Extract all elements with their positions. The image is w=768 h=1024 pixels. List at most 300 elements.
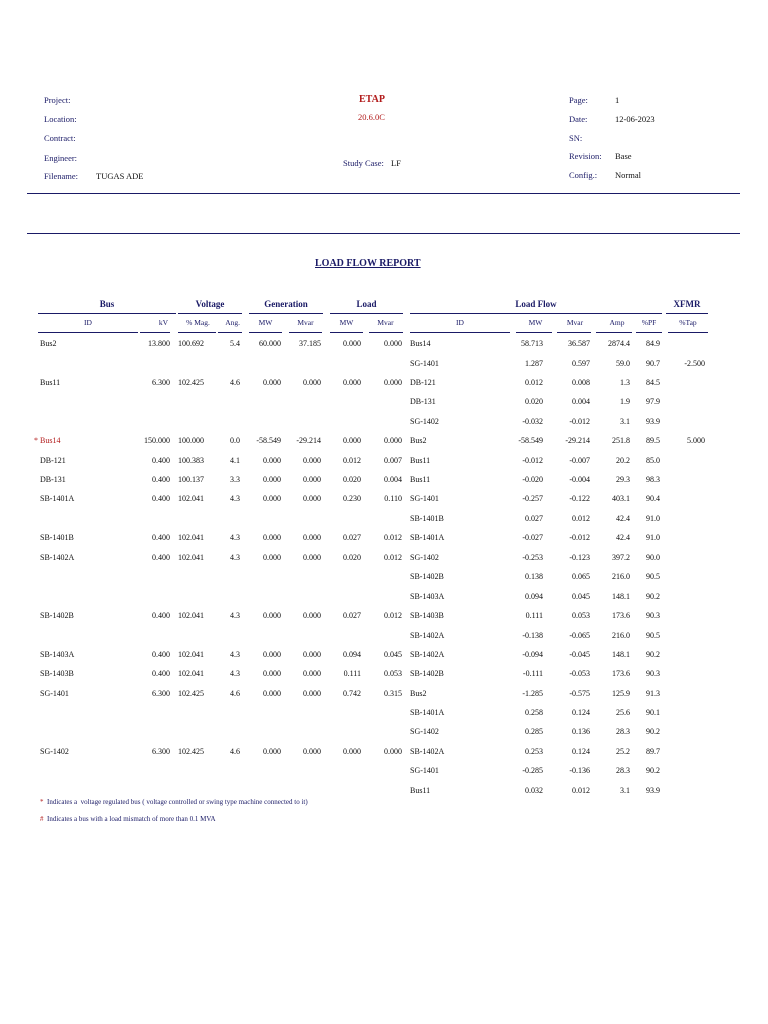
cell-load-mw: 0.094 — [343, 650, 361, 659]
cell-pf: 89.7 — [646, 747, 660, 756]
cell-load-mvar: 0.004 — [384, 475, 402, 484]
group-voltage-underline — [178, 313, 242, 314]
cell-lf-mw: 0.258 — [525, 708, 543, 717]
group-load-flow: Load Flow — [515, 299, 557, 309]
cell-pf: 84.9 — [646, 339, 660, 348]
sub-header-mag: % Mag. — [186, 318, 210, 327]
cell-amp: 25.2 — [616, 747, 630, 756]
cell-lf-mw: -0.111 — [522, 669, 543, 678]
cell-pf: 90.1 — [646, 708, 660, 717]
cell-lf-mw: 0.094 — [525, 592, 543, 601]
cell-load-mvar: 0.012 — [384, 533, 402, 542]
cell-mag: 102.041 — [178, 533, 204, 542]
cell-amp: 148.1 — [612, 650, 630, 659]
sub-header-lf-mvar: Mvar — [566, 318, 584, 327]
cell-lf-mvar: -0.012 — [569, 417, 590, 426]
cell-mag: 100.000 — [178, 436, 204, 445]
header-right-value: Base — [615, 151, 632, 161]
cell-gen-mw: 0.000 — [263, 747, 281, 756]
cell-load-mvar: 0.045 — [384, 650, 402, 659]
group-bus: Bus — [99, 299, 115, 309]
header-right-label: Page: — [569, 95, 588, 105]
cell-lf-mvar: 0.124 — [572, 747, 590, 756]
cell-lf-id: SG-1401 — [410, 359, 439, 368]
cell-lf-mvar: -29.214 — [565, 436, 590, 445]
cell-lf-mvar: 0.136 — [572, 727, 590, 736]
cell-tap: 5.000 — [687, 436, 705, 445]
table-row — [0, 475, 768, 489]
cell-lf-id: SB-1401A — [410, 708, 445, 717]
cell-gen-mw: 60.000 — [259, 339, 281, 348]
cell-lf-mw: -0.285 — [522, 766, 543, 775]
cell-load-mvar: 0.315 — [384, 689, 402, 698]
cell-bus-id: SG-1401 — [40, 689, 69, 698]
cell-lf-mw: 0.111 — [525, 611, 543, 620]
cell-gen-mvar: -29.214 — [296, 436, 321, 445]
cell-pf: 90.7 — [646, 359, 660, 368]
cell-kv: 0.400 — [152, 533, 170, 542]
group-load: Load — [356, 299, 377, 309]
sub-header-underline — [218, 332, 242, 333]
cell-lf-mvar: 0.065 — [572, 572, 590, 581]
cell-gen-mw: 0.000 — [263, 611, 281, 620]
cell-load-mw: 0.000 — [343, 339, 361, 348]
footnote-text: Indicates a bus with a load mismatch of more than 0.1 MVA — [43, 815, 216, 823]
cell-lf-mw: -0.257 — [522, 494, 543, 503]
cell-gen-mvar: 0.000 — [303, 494, 321, 503]
cell-ang: 5.4 — [230, 339, 240, 348]
cell-lf-mw: 0.012 — [525, 378, 543, 387]
table-row — [0, 669, 768, 683]
header-right-label: Revision: — [569, 151, 602, 161]
cell-ang: 4.3 — [230, 533, 240, 542]
cell-lf-mvar: -0.012 — [569, 533, 590, 542]
cell-pf: 90.3 — [646, 669, 660, 678]
cell-lf-mw: -0.012 — [522, 456, 543, 465]
cell-lf-mvar: -0.045 — [569, 650, 590, 659]
sub-header-gen-mvar: Mvar — [297, 318, 314, 327]
cell-lf-id: SB-1402B — [410, 669, 444, 678]
cell-load-mvar: 0.000 — [384, 378, 402, 387]
table-row — [0, 339, 768, 353]
cell-load-mw: 0.012 — [343, 456, 361, 465]
cell-pf: 90.5 — [646, 572, 660, 581]
cell-kv: 0.400 — [152, 669, 170, 678]
cell-mag: 100.383 — [178, 456, 204, 465]
cell-amp: 28.3 — [616, 766, 630, 775]
cell-pf: 93.9 — [646, 417, 660, 426]
cell-mag: 102.425 — [178, 747, 204, 756]
cell-amp: 397.2 — [612, 553, 630, 562]
regulated-bus-marker: * — [34, 436, 38, 445]
cell-gen-mw: 0.000 — [263, 533, 281, 542]
cell-lf-mvar: 0.004 — [572, 397, 590, 406]
group-xfmr: XFMR — [673, 299, 701, 309]
cell-kv: 0.400 — [152, 456, 170, 465]
footnote-marker: * — [40, 798, 44, 806]
cell-gen-mw: 0.000 — [263, 456, 281, 465]
cell-pf: 85.0 — [646, 456, 660, 465]
sub-header-underline — [289, 332, 322, 333]
cell-kv: 13.800 — [148, 339, 170, 348]
table-row — [0, 553, 768, 567]
cell-load-mvar: 0.053 — [384, 669, 402, 678]
cell-lf-mvar: 0.053 — [572, 611, 590, 620]
cell-lf-mvar: -0.065 — [569, 631, 590, 640]
cell-amp: 3.1 — [620, 786, 630, 795]
cell-bus-id: SB-1402A — [40, 553, 75, 562]
sub-header-load-mw: MW — [339, 318, 354, 327]
sub-header-tap: %Tap — [679, 318, 697, 327]
cell-lf-mvar: -0.053 — [569, 669, 590, 678]
cell-pf: 89.5 — [646, 436, 660, 445]
header-right-label: Config.: — [569, 170, 598, 180]
header-left-label: Filename: — [44, 171, 78, 181]
cell-load-mvar: 0.110 — [384, 494, 402, 503]
table-row — [0, 592, 768, 606]
cell-lf-mw: -0.094 — [522, 650, 543, 659]
cell-lf-mw: 0.020 — [525, 397, 543, 406]
cell-kv: 150.000 — [144, 436, 170, 445]
cell-load-mvar: 0.000 — [384, 339, 402, 348]
cell-amp: 29.3 — [616, 475, 630, 484]
cell-ang: 4.6 — [230, 689, 240, 698]
cell-mag: 102.041 — [178, 494, 204, 503]
cell-kv: 0.400 — [152, 553, 170, 562]
cell-lf-id: SB-1402A — [410, 650, 445, 659]
cell-lf-mw: 0.138 — [525, 572, 543, 581]
cell-tap: -2.500 — [684, 359, 705, 368]
table-row — [0, 766, 768, 780]
group-generation-underline — [249, 313, 323, 314]
footnote — [40, 815, 216, 823]
cell-amp: 59.0 — [616, 359, 630, 368]
cell-load-mvar: 0.012 — [384, 611, 402, 620]
cell-amp: 20.2 — [616, 456, 630, 465]
cell-amp: 3.1 — [620, 417, 630, 426]
group-load-flow-underline — [410, 313, 662, 314]
cell-kv: 6.300 — [152, 378, 170, 387]
cell-lf-mw: 1.287 — [525, 359, 543, 368]
report-title: LOAD FLOW REPORT — [315, 258, 421, 269]
cell-lf-mvar: 0.045 — [572, 592, 590, 601]
cell-pf: 91.0 — [646, 514, 660, 523]
cell-ang: 4.6 — [230, 378, 240, 387]
cell-lf-mvar: 0.008 — [572, 378, 590, 387]
cell-load-mvar: 0.012 — [384, 553, 402, 562]
cell-mag: 102.041 — [178, 553, 204, 562]
cell-lf-mw: -1.285 — [522, 689, 543, 698]
table-row — [0, 494, 768, 508]
group-voltage: Voltage — [195, 299, 225, 309]
cell-lf-id: Bus2 — [410, 436, 427, 445]
header-left-label: Project: — [44, 95, 71, 105]
footnote-text: Indicates a voltage regulated bus ( voltage controlled or swing type machine connected to it) — [43, 798, 308, 806]
cell-amp: 42.4 — [616, 514, 630, 523]
cell-lf-mvar: 0.597 — [572, 359, 590, 368]
cell-lf-id: Bus14 — [410, 339, 431, 348]
cell-ang: 3.3 — [230, 475, 240, 484]
cell-lf-mvar: -0.122 — [569, 494, 590, 503]
cell-gen-mvar: 0.000 — [303, 475, 321, 484]
cell-kv: 0.400 — [152, 611, 170, 620]
cell-lf-mw: 58.713 — [521, 339, 543, 348]
header-left-label: Location: — [44, 114, 77, 124]
cell-kv: 0.400 — [152, 494, 170, 503]
sub-header-underline — [596, 332, 632, 333]
cell-mag: 102.041 — [178, 650, 204, 659]
cell-bus-id: Bus2 — [40, 339, 57, 348]
header-left-label: Contract: — [44, 133, 76, 143]
cell-gen-mvar: 0.000 — [303, 669, 321, 678]
cell-amp: 173.6 — [612, 611, 630, 620]
cell-amp: 1.3 — [620, 378, 630, 387]
cell-lf-mw: 0.253 — [525, 747, 543, 756]
cell-load-mw: 0.742 — [343, 689, 361, 698]
cell-bus-id: Bus11 — [40, 378, 61, 387]
cell-lf-id: Bus2 — [410, 689, 427, 698]
sub-header-underline — [636, 332, 662, 333]
cell-bus-id: SG-1402 — [40, 747, 69, 756]
study-case-label: Study Case: — [343, 158, 384, 168]
cell-lf-id: SB-1403B — [410, 611, 444, 620]
cell-kv: 0.400 — [152, 475, 170, 484]
header-right-label: Date: — [569, 114, 588, 124]
table-row — [0, 650, 768, 664]
cell-pf: 98.3 — [646, 475, 660, 484]
table-row — [0, 456, 768, 470]
sub-header-lf-id: ID — [456, 318, 464, 327]
sub-header-kv: kV — [158, 318, 168, 327]
cell-bus-id: DB-131 — [40, 475, 66, 484]
sub-header-lf-mw: MW — [528, 318, 543, 327]
sub-header-underline — [140, 332, 170, 333]
footnote — [40, 798, 308, 806]
cell-ang: 4.1 — [230, 456, 240, 465]
cell-load-mvar: 0.000 — [384, 436, 402, 445]
cell-gen-mvar: 37.185 — [299, 339, 321, 348]
table-row — [0, 572, 768, 586]
cell-lf-mvar: 0.012 — [572, 514, 590, 523]
cell-load-mvar: 0.000 — [384, 747, 402, 756]
cell-mag: 102.041 — [178, 669, 204, 678]
sub-header-underline — [668, 332, 708, 333]
bus-id-text: Bus14 — [40, 436, 61, 445]
cell-bus-id: SB-1402B — [40, 611, 74, 620]
cell-lf-id: DB-131 — [410, 397, 436, 406]
cell-lf-id: SB-1403A — [410, 592, 445, 601]
sub-header-id: ID — [84, 318, 92, 327]
cell-amp: 216.0 — [612, 631, 630, 640]
cell-pf: 90.5 — [646, 631, 660, 640]
cell-gen-mvar: 0.000 — [303, 747, 321, 756]
cell-lf-id: SB-1402A — [410, 747, 445, 756]
cell-mag: 102.425 — [178, 378, 204, 387]
header-left-value: TUGAS ADE — [96, 171, 144, 181]
cell-gen-mw: 0.000 — [263, 553, 281, 562]
table-row — [0, 611, 768, 625]
cell-load-mw: 0.027 — [343, 533, 361, 542]
sub-header-amp: Amp — [609, 318, 625, 327]
cell-ang: 4.3 — [230, 611, 240, 620]
cell-amp: 216.0 — [612, 572, 630, 581]
app-name: ETAP — [359, 94, 385, 105]
cell-lf-id: Bus11 — [410, 786, 431, 795]
header-left-label: Engineer: — [44, 153, 78, 163]
cell-bus-id: DB-121 — [40, 456, 66, 465]
cell-kv: 6.300 — [152, 747, 170, 756]
cell-mag: 102.425 — [178, 689, 204, 698]
cell-lf-id: SB-1401A — [410, 533, 445, 542]
cell-mag: 102.041 — [178, 611, 204, 620]
cell-lf-mvar: 0.012 — [572, 786, 590, 795]
cell-gen-mw: 0.000 — [263, 475, 281, 484]
cell-ang: 4.6 — [230, 747, 240, 756]
cell-pf: 90.4 — [646, 494, 660, 503]
header-rule-top — [27, 193, 740, 194]
cell-lf-id: SG-1401 — [410, 766, 439, 775]
cell-lf-mw: -0.032 — [522, 417, 543, 426]
cell-pf: 91.0 — [646, 533, 660, 542]
cell-amp: 148.1 — [612, 592, 630, 601]
footnote-marker: # — [40, 815, 44, 823]
cell-load-mw: 0.000 — [343, 747, 361, 756]
cell-amp: 125.9 — [612, 689, 630, 698]
table-row — [0, 631, 768, 645]
cell-pf: 91.3 — [646, 689, 660, 698]
cell-amp: 28.3 — [616, 727, 630, 736]
table-row — [0, 514, 768, 528]
cell-lf-id: SG-1401 — [410, 494, 439, 503]
cell-gen-mw: -58.549 — [256, 436, 281, 445]
cell-lf-mw: -58.549 — [518, 436, 543, 445]
cell-lf-id: Bus11 — [410, 475, 431, 484]
cell-gen-mvar: 0.000 — [303, 650, 321, 659]
sub-header-underline — [557, 332, 591, 333]
cell-gen-mvar: 0.000 — [303, 456, 321, 465]
cell-lf-mvar: 0.124 — [572, 708, 590, 717]
cell-gen-mw: 0.000 — [263, 494, 281, 503]
cell-gen-mvar: 0.000 — [303, 611, 321, 620]
cell-lf-mvar: -0.136 — [569, 766, 590, 775]
table-row — [0, 417, 768, 431]
cell-bus-id: SB-1401B — [40, 533, 74, 542]
cell-bus-id: SB-1401A — [40, 494, 75, 503]
app-version: 20.6.0C — [358, 112, 385, 122]
cell-ang: 4.3 — [230, 669, 240, 678]
table-row — [0, 689, 768, 703]
sub-header-underline — [516, 332, 552, 333]
cell-lf-id: SB-1401B — [410, 514, 444, 523]
table-row — [0, 747, 768, 761]
cell-load-mw: 0.020 — [343, 475, 361, 484]
table-row — [0, 708, 768, 722]
sub-header-ang: Ang. — [225, 318, 240, 327]
cell-lf-id: DB-121 — [410, 378, 436, 387]
table-row — [0, 378, 768, 392]
cell-lf-mw: -0.253 — [522, 553, 543, 562]
cell-pf: 90.2 — [646, 650, 660, 659]
cell-lf-id: SG-1402 — [410, 553, 439, 562]
sub-header-underline — [410, 332, 510, 333]
cell-mag: 100.692 — [178, 339, 204, 348]
cell-pf: 90.2 — [646, 727, 660, 736]
table-row — [0, 436, 768, 450]
cell-lf-mw: 0.285 — [525, 727, 543, 736]
study-case-value: LF — [391, 158, 401, 168]
header-rule-bottom — [27, 233, 740, 234]
cell-lf-id: SB-1402B — [410, 572, 444, 581]
sub-header-underline — [249, 332, 282, 333]
cell-gen-mvar: 0.000 — [303, 533, 321, 542]
sub-header-load-mvar: Mvar — [377, 318, 394, 327]
cell-load-mw: 0.027 — [343, 611, 361, 620]
group-generation: Generation — [264, 299, 308, 309]
cell-amp: 2874.4 — [608, 339, 630, 348]
cell-amp: 173.6 — [612, 669, 630, 678]
cell-amp: 403.1 — [612, 494, 630, 503]
cell-pf: 97.9 — [646, 397, 660, 406]
cell-amp: 1.9 — [620, 397, 630, 406]
cell-load-mvar: 0.007 — [384, 456, 402, 465]
cell-amp: 25.6 — [616, 708, 630, 717]
cell-ang: 4.3 — [230, 553, 240, 562]
sub-header-underline — [369, 332, 403, 333]
table-row — [0, 397, 768, 411]
cell-ang: 4.3 — [230, 650, 240, 659]
cell-load-mw: 0.020 — [343, 553, 361, 562]
cell-load-mw: 0.000 — [343, 378, 361, 387]
cell-pf: 93.9 — [646, 786, 660, 795]
cell-bus-id: SB-1403A — [40, 650, 75, 659]
cell-pf: 90.2 — [646, 592, 660, 601]
sub-header-underline — [330, 332, 363, 333]
cell-lf-mvar: -0.007 — [569, 456, 590, 465]
cell-lf-id: SG-1402 — [410, 417, 439, 426]
cell-pf: 90.2 — [646, 766, 660, 775]
cell-lf-id: SB-1402A — [410, 631, 445, 640]
cell-gen-mvar: 0.000 — [303, 689, 321, 698]
group-xfmr-underline — [666, 313, 708, 314]
header-right-value: 12-06-2023 — [615, 114, 655, 124]
cell-mag: 100.137 — [178, 475, 204, 484]
cell-kv: 6.300 — [152, 689, 170, 698]
cell-gen-mvar: 0.000 — [303, 553, 321, 562]
sub-header-underline — [178, 332, 216, 333]
cell-ang: 0.0 — [230, 436, 240, 445]
cell-kv: 0.400 — [152, 650, 170, 659]
cell-gen-mw: 0.000 — [263, 378, 281, 387]
header-right-value: 1 — [615, 95, 620, 105]
cell-gen-mw: 0.000 — [263, 650, 281, 659]
cell-load-mw: 0.230 — [343, 494, 361, 503]
cell-lf-mw: 0.032 — [525, 786, 543, 795]
cell-load-mw: 0.000 — [343, 436, 361, 445]
cell-load-mw: 0.111 — [343, 669, 361, 678]
cell-lf-mw: -0.027 — [522, 533, 543, 542]
cell-lf-id: SG-1402 — [410, 727, 439, 736]
cell-gen-mw: 0.000 — [263, 669, 281, 678]
cell-lf-mw: -0.020 — [522, 475, 543, 484]
cell-ang: 4.3 — [230, 494, 240, 503]
header-right-label: SN: — [569, 133, 583, 143]
cell-bus-id: SB-1403B — [40, 669, 74, 678]
table-row — [0, 359, 768, 373]
cell-amp: 251.8 — [612, 436, 630, 445]
cell-gen-mvar: 0.000 — [303, 378, 321, 387]
cell-lf-mw: 0.027 — [525, 514, 543, 523]
cell-lf-mw: -0.138 — [522, 631, 543, 640]
